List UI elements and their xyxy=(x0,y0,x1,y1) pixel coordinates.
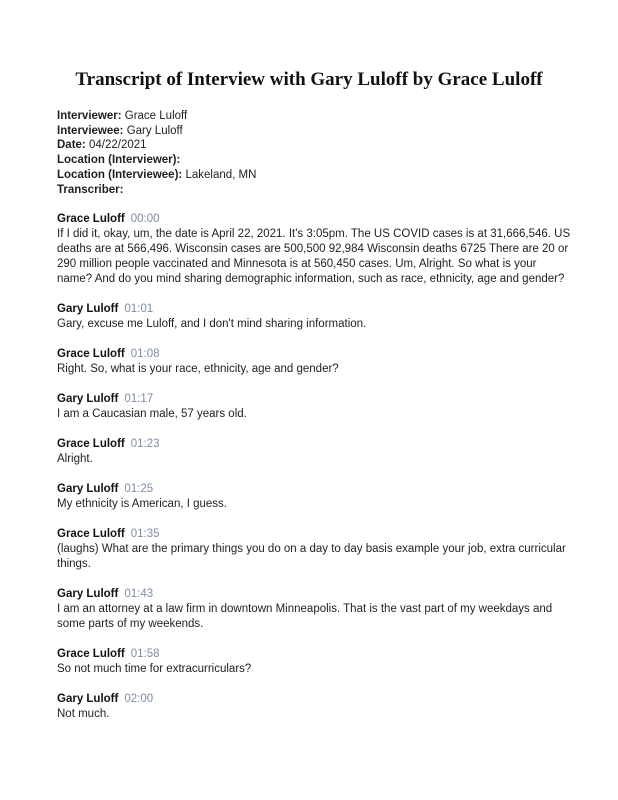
metadata-label: Location (Interviewer): xyxy=(57,154,181,167)
speaker-name: Grace Luloff xyxy=(57,348,125,361)
turn-header xyxy=(57,482,572,497)
speaker-name: Gary Luloff xyxy=(57,303,119,316)
turn-timestamp: 00:00 xyxy=(130,213,160,226)
turn-text: So not much time for extracurriculars? xyxy=(57,663,252,676)
metadata-line-location-interviewee xyxy=(57,168,572,183)
speaker-name: Grace Luloff xyxy=(57,528,125,541)
transcript-turn xyxy=(57,647,572,677)
transcript-turn xyxy=(57,587,572,632)
speaker-name: Gary Luloff xyxy=(57,393,119,406)
turn-text: If I did it, okay, um, the date is April 22, 2021. It's 3:05pm. The US COVID cases is at 31,666,546. US deaths are at 566,496. Wisconsin cases are 500,500 92,984 Wisconsin deaths 6725 There are 20 or 290 million people vaccinated and Minnesota is at 560,450 cases. Um, Alright. So what is your name? And do you mind sharing demographic information, such as race, ethnicity, age and gender? xyxy=(57,228,571,286)
turn-text: I am a Caucasian male, 57 years old. xyxy=(57,408,247,421)
turn-header xyxy=(57,692,572,707)
transcript-turn xyxy=(57,302,572,332)
transcript-turn xyxy=(57,482,572,512)
turn-text: My ethnicity is American, I guess. xyxy=(57,498,228,511)
turn-timestamp: 02:00 xyxy=(124,693,154,706)
speaker-name: Gary Luloff xyxy=(57,693,119,706)
turn-timestamp: 01:25 xyxy=(124,483,154,496)
speaker-name: Gary Luloff xyxy=(57,588,119,601)
page-title: Transcript of Interview with Gary Luloff by Grace Luloff xyxy=(75,69,543,90)
turn-header xyxy=(57,647,572,662)
turn-timestamp: 01:35 xyxy=(130,528,160,541)
turn-text: (laughs) What are the primary things you do on a day to day basis example your job, extra curricular things. xyxy=(57,543,566,571)
speaker-name: Gary Luloff xyxy=(57,483,119,496)
turn-header xyxy=(57,392,572,407)
turn-timestamp: 01:17 xyxy=(124,393,154,406)
metadata-line-transcriber xyxy=(57,183,572,198)
metadata-value: 04/22/2021 xyxy=(88,139,147,152)
metadata-line-date xyxy=(57,138,572,153)
metadata-label: Location (Interviewee): xyxy=(57,168,183,181)
turn-header xyxy=(57,347,572,362)
turn-timestamp: 01:43 xyxy=(124,588,154,601)
transcript-turn xyxy=(57,692,572,722)
speaker-name: Grace Luloff xyxy=(57,213,125,226)
transcript-turn xyxy=(57,347,572,377)
metadata-value: Grace Luloff xyxy=(124,110,188,122)
turn-timestamp: 01:58 xyxy=(130,648,160,661)
transcript-turn xyxy=(57,527,572,572)
metadata-label: Interviewer: xyxy=(57,110,122,122)
turn-header xyxy=(57,302,572,317)
turn-header xyxy=(57,212,572,227)
turn-text: Right. So, what is your race, ethnicity, age and gender? xyxy=(57,363,339,376)
transcript-turn xyxy=(57,392,572,422)
metadata-label: Interviewee: xyxy=(57,124,124,137)
transcript-body xyxy=(57,212,572,722)
metadata-block xyxy=(57,109,572,197)
speaker-name: Grace Luloff xyxy=(57,438,125,451)
transcript-turn xyxy=(57,437,572,467)
turn-timestamp: 01:08 xyxy=(130,348,160,361)
metadata-line-interviewer xyxy=(57,109,572,124)
turn-header xyxy=(57,527,572,542)
metadata-value: Lakeland, MN xyxy=(185,168,257,181)
transcript-turn xyxy=(57,212,572,287)
metadata-label: Date: xyxy=(57,139,86,152)
turn-header xyxy=(57,587,572,602)
turn-timestamp: 01:23 xyxy=(130,438,160,451)
turn-text: Alright. xyxy=(57,453,93,466)
metadata-line-interviewee xyxy=(57,124,572,139)
metadata-label: Transcriber: xyxy=(57,183,124,196)
metadata-value: Gary Luloff xyxy=(126,124,183,137)
turn-text: Gary, excuse me Luloff, and I don't mind sharing information. xyxy=(57,318,367,331)
turn-header xyxy=(57,437,572,452)
turn-timestamp: 01:01 xyxy=(124,303,154,316)
metadata-line-location-interviewer xyxy=(57,153,572,168)
turn-text: Not much. xyxy=(57,708,110,721)
turn-text: I am an attorney at a law firm in downtown Minneapolis. That is the vast part of my weekdays and some parts of my weekends. xyxy=(57,603,553,631)
speaker-name: Grace Luloff xyxy=(57,648,125,661)
